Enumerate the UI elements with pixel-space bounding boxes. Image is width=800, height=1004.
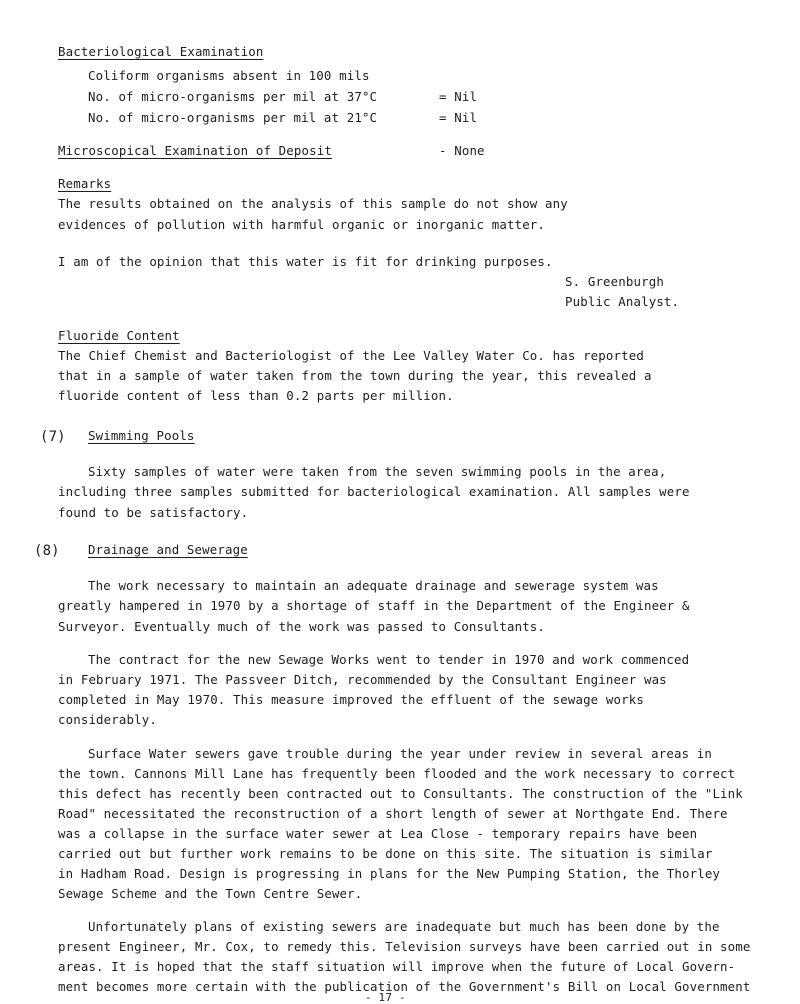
fluoride-heading: Fluoride Content (58, 328, 180, 343)
remarks-heading: Remarks (58, 176, 112, 191)
drainage-p3-line: Surface Water sewers gave trouble during the year under review in several areas in (88, 746, 713, 761)
drainage-p3-line: this defect has recently been contracted out to Consultants. The construction of the "Link (58, 786, 743, 801)
fluoride-line: fluoride content of less than 0.2 parts per million. (58, 388, 454, 403)
drainage-p1-line: Surveyor. Eventually much of the work was passed to Consultants. (58, 619, 546, 634)
drainage-p2-line: in February 1971. The Passveer Ditch, recommended by the Consultant Engineer was (58, 672, 667, 687)
bacteriological-heading: Bacteriological Examination (58, 44, 264, 59)
drainage-p3-line: Road" necessitated the reconstruction of a short length of sewer at Northgate End. There (58, 806, 728, 821)
drainage-p4-line: areas. It is hoped that the staff situation will improve when the future of Local Govern- (58, 959, 736, 974)
drainage-p4-line: present Engineer, Mr. Cox, to remedy this. Television surveys have been carried out in some (58, 939, 751, 954)
drainage-heading: Drainage and Sewerage (88, 542, 248, 557)
remarks-line: evidences of pollution with harmful organic or inorganic matter. (58, 217, 546, 232)
count-21-value: = Nil (439, 110, 478, 125)
count-21-label: No. of micro-organisms per mil at 21°C (88, 110, 378, 125)
remarks-line: The results obtained on the analysis of this sample do not show any (58, 196, 568, 211)
drainage-p4-line: Unfortunately plans of existing sewers are inadequate but much has been done by the (88, 919, 720, 934)
opinion-line: I am of the opinion that this water is fit for drinking purposes. (58, 254, 553, 269)
section-number-8: (8) (34, 543, 60, 559)
swimming-line: found to be satisfactory. (58, 505, 249, 520)
drainage-p2-line: considerably. (58, 712, 157, 727)
signature-title: Public Analyst. (565, 294, 680, 309)
count-37-value: = Nil (439, 89, 478, 104)
microscopical-heading: Microscopical Examination of Deposit (58, 143, 332, 158)
count-37-label: No. of micro-organisms per mil at 37°C (88, 89, 378, 104)
drainage-p3-line: the town. Cannons Mill Lane has frequently been flooded and the work necessary to correct (58, 766, 736, 781)
drainage-p2-line: completed in May 1970. This measure improved the effluent of the sewage works (58, 692, 644, 707)
drainage-p3-line: was a collapse in the surface water sewer at Lea Close - temporary repairs have been (58, 826, 698, 841)
drainage-p3-line: in Hadham Road. Design is progressing in plans for the New Pumping Station, the Thorley (58, 866, 721, 881)
coliform-line: Coliform organisms absent in 100 mils (88, 68, 370, 83)
microscopical-value: - None (439, 143, 485, 158)
drainage-p3-line: carried out but further work remains to be done on this site. The situation is similar (58, 846, 713, 861)
swimming-line: including three samples submitted for bacteriological examination. All samples were (58, 484, 690, 499)
drainage-p3-line: Sewage Scheme and the Town Centre Sewer. (58, 886, 363, 901)
drainage-p1-line: greatly hampered in 1970 by a shortage of staff in the Department of the Engineer & (58, 598, 690, 613)
drainage-p2-line: The contract for the new Sewage Works went to tender in 1970 and work commenced (88, 652, 690, 667)
signature-name: S. Greenburgh (565, 274, 664, 289)
page-number: - 17 - (365, 991, 406, 1004)
fluoride-line: that in a sample of water taken from the town during the year, this revealed a (58, 368, 652, 383)
drainage-p4-line: ment becomes more certain with the publication of the Government's Bill on Local Government (58, 979, 751, 994)
swimming-heading: Swimming Pools (88, 428, 195, 443)
swimming-line: Sixty samples of water were taken from the seven swimming pools in the area, (88, 464, 667, 479)
fluoride-line: The Chief Chemist and Bacteriologist of the Lee Valley Water Co. has reported (58, 348, 644, 363)
drainage-p1-line: The work necessary to maintain an adequate drainage and sewerage system was (88, 578, 659, 593)
section-number-7: (7) (40, 429, 66, 445)
